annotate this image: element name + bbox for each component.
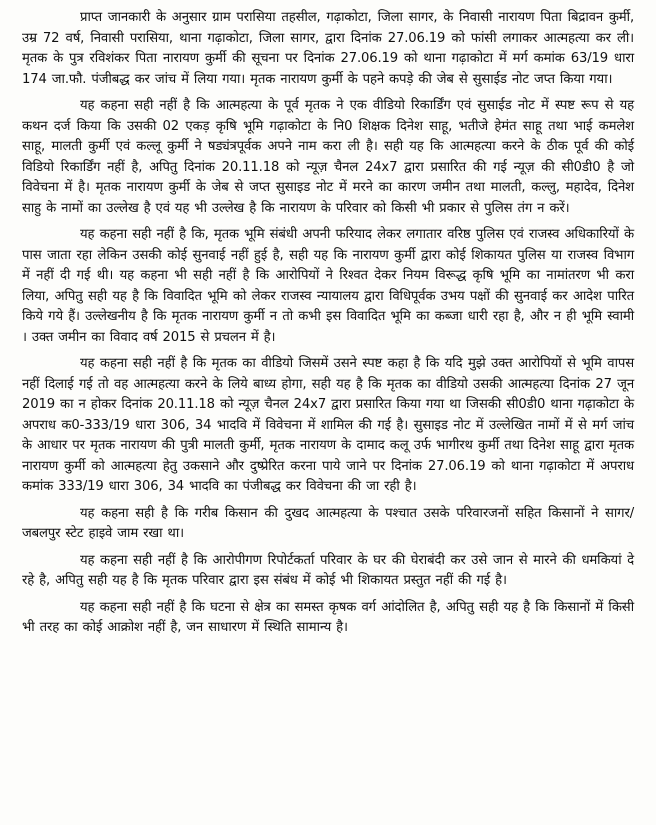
paragraph-land-complaint: यह कहना सही नहीं है कि, मृतक भूमि संबंधी अपनी फरियाद लेकर लगातार वरिष्ठ पुलिस एवं राजस्व अधिकारियों के पास जाता रहा लेकिन उसकी कोई सुनवाई नहीं हुई है, सही यह कि नारायण कुर्मी द्वारा कोई शिकायत पुलिस या राजस्व विभाग में नहीं दी गई थी। यह कहना भी सही नहीं है कि आरोपियों ने रिश्वत देकर नियम विरूद्ध कृषि भूमि का नामांतरण भी करा लिया, अपितु सही यह है कि विवादित भूमि को लेकर राजस्व न्यायालय द्वारा विधिपूर्वक उभय पक्षों की सुनवाई कर आदेश पारित किये गये हैं। उल्लेखनीय है कि मृतक नारायण कुर्मी न तो कभी इस विवादित भूमि का कब्जा धारी रहा है, और न ही भूमि स्वामी । उक्त जमीन का विवाद वर्ष 2015 से प्रचलन में है। <box>22 227 634 345</box>
paragraph-video-case-registration: यह कहना सही नहीं है कि मृतक का वीडियो जिसमें उसने स्पष्ट कहा है कि यदि मुझे उक्त आरोपियों से भूमि वापस नहीं दिलाई गई तो वह आत्महत्या करने के लिये बाध्य होगा, सही यह है कि मृतक का वीडियो उसकी आत्महत्या दिनांक 27 जून 2019 का न होकर दिनांक 20.11.18 को न्यूज़ चैनल 24x7 द्वारा प्रसारित किया गया था जिसकी सी0डी0 थाना गढ़ाकोटा के अपराध क0-333/19 धारा 306, 34 भादवि में विवेचना में शामिल की गई है। सुसाइड नोट में उल्लेखित नामों में से मर्ग जांच के आधार पर मृतक नारायण की पुत्री मालती कुर्मी, मृतक नारायण के दामाद कलू उर्फ भागीरथ कुर्मी तथा दिनेश साहू द्वारा मृतक नारायण कुर्मी को आत्महत्या हेतु उकसाने और दुष्प्रेरित करना पाये जाने पर दिनांक 27.06.19 को थाना गढ़ाकोटा में अपराध कमांक 333/19 धारा 306, 34 भादवि का पंजीबद्ध कर विवेचना की जा रही है। <box>22 356 634 494</box>
paragraph-farmer-situation: यह कहना सही नहीं है कि घटना से क्षेत्र का समस्त कृषक वर्ग आंदोलित है, अपितु सही यह है कि किसानों में किसी भी तरह का कोई आक्रोश नहीं है, जन साधारण में स्थिति सामान्य है। <box>22 599 634 635</box>
paragraph-incident-report: प्राप्त जानकारी के अनुसार ग्राम परासिया तहसील, गढ़ाकोटा, जिला सागर, के निवासी नारायण पिता बिद्रावन कुर्मी, उम्र 72 वर्ष, निवासी परासिया, थाना गढ़ाकोटा, जिला सागर, द्वारा दिनांक 27.06.19 को फांसी लगाकर आत्महत्या कर ली। मृतक के पुत्र रविशंकर पिता नारायण कुर्मी की सूचना पर दिनांक 27.06.19 को थाना गढ़ाकोटा में मर्ग कमांक 63/19 धारा 174 जा.फौ. पंजीबद्ध कर जांच में लिया गया। मृतक नारायण कुर्मी के पहने कपड़े की जेब से सुसाईड नोट जप्त किया गया। <box>22 10 634 87</box>
paragraph-highway-blockade: यह कहना सही है कि गरीब किसान की दुखद आत्महत्या के पश्चात उसके परिवारजनों सहित किसानों ने सागर/जबलपुर स्टेट हाइवे जाम रखा था। <box>22 505 634 541</box>
paragraph-video-suicide-note: यह कहना सही नहीं है कि आत्महत्या के पूर्व मृतक ने एक वीडियो रिकार्डिंग एवं सुसाईड नोट में स्पष्ट रूप से यह कथन दर्ज किया कि उसकी 02 एकड़ कृषि भूमि गढ़ाकोटा के नि0 शिक्षक दिनेश साहू, भतीजे हेमंत साहू तथा भाई कमलेश साहू, मालती कुर्मी एवं कल्लू कुर्मी ने षड्यंत्रपूर्वक अपने नाम करा ली है। सही यह कि आत्महत्या करने के ठीक पूर्व की कोई विडियो रिकार्डिंग नहीं है, अपितु दिनांक 20.11.18 को न्यूज़ चैनल 24x7 द्वारा प्रसारित की गई न्यूज़ की सी0डी0 है जो विवेचना में है। मृतक नारायण कुर्मी के जेब से जप्त सुसाइड नोट में मरने का कारण जमीन तथा मालती, कल्लु, महादेव, दिनेश साहु के नामों का उल्लेख है एवं यह भी उल्लेख है कि नारायण के परिवार को किसी भी प्रकार से पुलिस तंग न करें। <box>22 98 634 216</box>
paragraph-threats: यह कहना सही नहीं है कि आरोपीगण रिपोर्टकर्ता परिवार के घर की घेराबंदी कर उसे जान से मारने की धमकियां दे रहे है, अपितु सही यह है कि मृतक परिवार द्वारा इस संबंध में कोई भी शिकायत प्रस्तुत नहीं की गई है। <box>22 552 634 588</box>
